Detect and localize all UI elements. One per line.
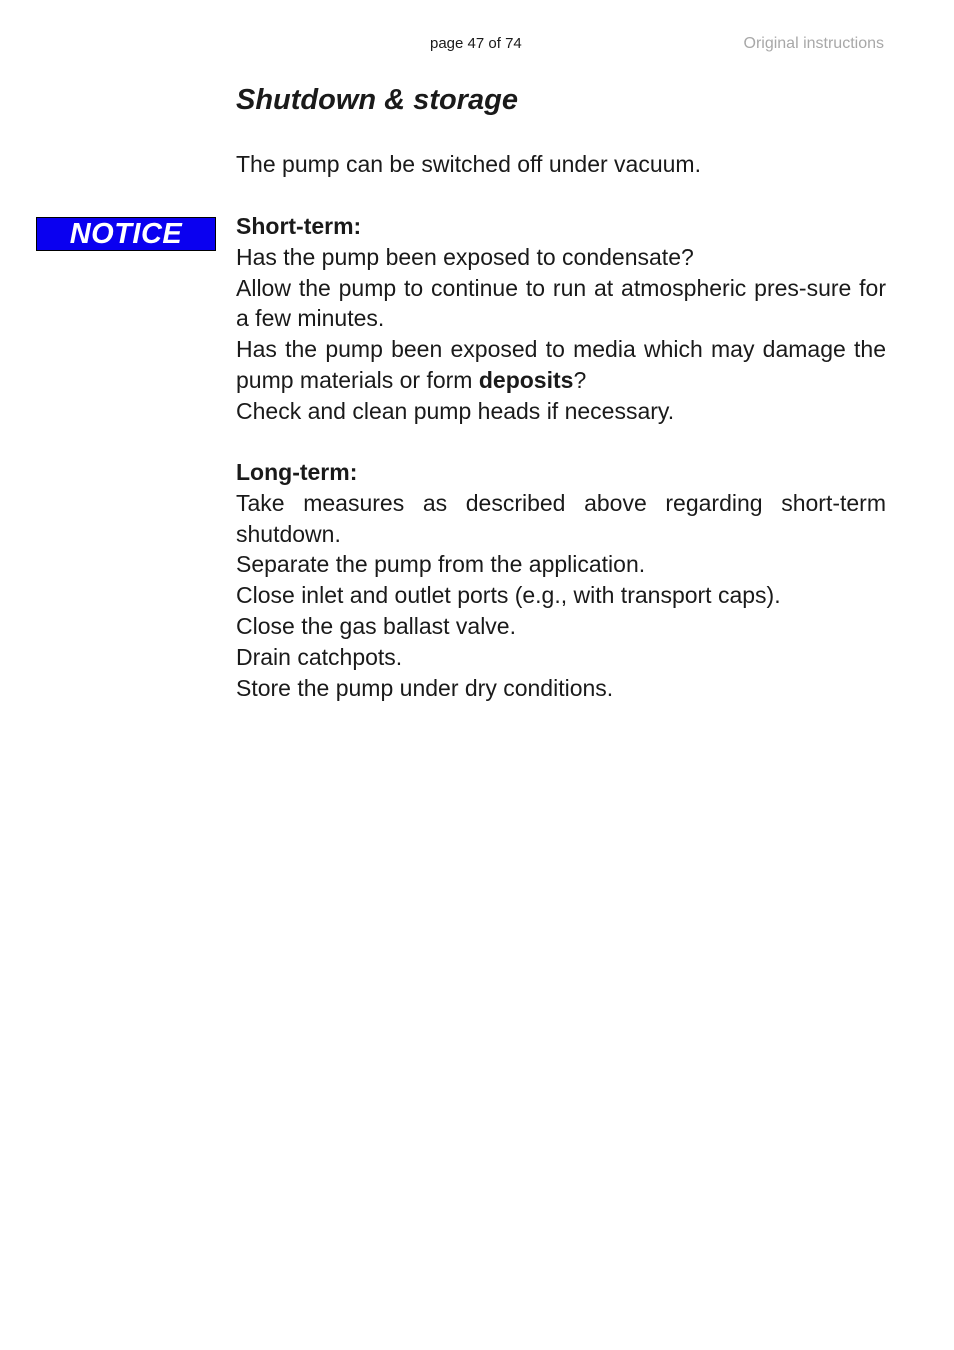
page-number: page 47 of 74 [430, 35, 522, 52]
long-term-heading: Long-term: [236, 459, 358, 485]
long-term-block [236, 457, 886, 703]
list-item: Store the pump under dry conditions. [236, 674, 614, 701]
list-item: Drain catchpots. [236, 643, 403, 670]
notice-badge: NOTICE [36, 217, 216, 251]
deposits-emphasis: deposits [478, 366, 574, 393]
short-term-line-3-suffix: ? [573, 366, 587, 393]
short-term-block [236, 211, 886, 427]
list-item: Close the gas ballast valve. [236, 612, 516, 639]
short-term-line-1: Has the pump been exposed to condensate? [236, 243, 694, 270]
short-term-line-4: Check and clean pump heads if necessary. [236, 397, 675, 424]
intro-paragraph: The pump can be switched off under vacuum. [236, 151, 701, 177]
list-item: Separate the pump from the application. [236, 551, 646, 578]
list-item: Take measures as described above regarding short-term shutdown. [236, 489, 886, 547]
short-term-line-2: Allow the pump to continue to run at atmospheric pres-sure for a few minutes. [236, 274, 886, 332]
short-term-line-3 [236, 334, 886, 396]
short-term-line-3-prefix: Has the pump been exposed to media which may damage the pump materials or form [236, 336, 886, 393]
section-title: Shutdown & storage [236, 84, 518, 116]
running-header: Original instructions [743, 35, 884, 52]
short-term-heading: Short-term: [236, 213, 362, 239]
list-item: Close inlet and outlet ports (e.g., with transport caps). [236, 582, 781, 609]
